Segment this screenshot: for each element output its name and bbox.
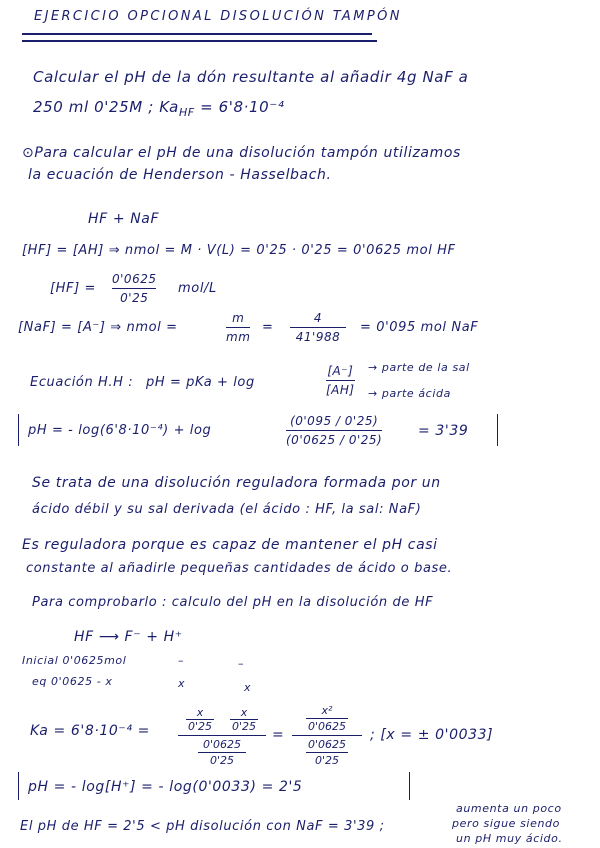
conclusion-note-3: un pH muy ácido. xyxy=(456,832,563,845)
naf-left: [NaF] = [A⁻] ⇒ nmol = xyxy=(18,320,178,335)
ka-r-bot-num: 0'0625 xyxy=(307,738,347,752)
fraction-bar xyxy=(292,735,362,736)
fraction-bar xyxy=(112,288,156,289)
result1-num: (0'095 / 0'25) xyxy=(290,414,379,428)
fraction-bar xyxy=(306,718,348,719)
hf-conc-left: [HF] = xyxy=(50,281,97,296)
ka-r-top: x² xyxy=(321,704,333,717)
ice-row2-h: x xyxy=(244,681,252,694)
reaction-text: HF + NaF xyxy=(88,211,160,227)
explanation-line-4: constante al añadirle pequeñas cantidades de ácido o base. xyxy=(26,561,453,576)
naf-m-num: m xyxy=(232,311,245,325)
ka-d1: 0'25 xyxy=(187,720,213,733)
ka-result: ; [x = ± 0'0033] xyxy=(370,727,494,743)
ka-x1: x xyxy=(196,706,204,719)
explanation-line-5: Para comprobarlo : calculo del pH en la disolución de HF xyxy=(32,595,434,610)
hf-moles-line: [HF] = [AH] ⇒ nmol = M · V(L) = 0'25 · 0'25 = 0'0625 mol HF xyxy=(22,243,456,258)
ice-row1-f: – xyxy=(178,654,185,667)
ice-row1-h: – xyxy=(238,657,245,670)
ph2-text: pH = - log[H⁺] = - log(0'0033) = 2'5 xyxy=(28,779,303,795)
naf-mass-fraction xyxy=(226,311,250,344)
naf-eq: = xyxy=(262,320,274,335)
fraction-bar xyxy=(290,327,346,328)
ka-calc-left: Ka = 6'8·10⁻⁴ = xyxy=(30,723,151,739)
ice-row2-label: eq 0'0625 - x xyxy=(32,675,113,688)
naf-value-fraction xyxy=(290,311,346,344)
ka-big-fraction xyxy=(178,706,266,767)
hh-note-salt: → parte de la sal xyxy=(368,361,470,374)
explanation-line-1: Se trata de una disolución reguladora formada por un xyxy=(32,475,441,491)
naf-result: = 0'095 mol NaF xyxy=(360,320,479,335)
ka-bottom-num: 0'0625 xyxy=(202,738,242,752)
explanation-line-2: ácido débil y su sal derivada (el ácido : HF, la sal: NaF) xyxy=(32,502,422,517)
intro-line-2: la ecuación de Henderson - Hasselbach. xyxy=(28,167,332,183)
fraction-bar xyxy=(306,752,348,753)
title-underline-2 xyxy=(22,40,377,42)
ka-subscript: HF xyxy=(178,106,195,119)
ka-top-product xyxy=(178,706,266,733)
hh-formula: pH = pKa + log xyxy=(146,375,255,390)
problem-line-2 xyxy=(33,100,284,118)
hf-conc-num: 0'0625 xyxy=(112,272,157,286)
explanation-line-3: Es reguladora porque es capaz de mantener el pH casi xyxy=(22,537,438,553)
conclusion-text: El pH de HF = 2'5 < pH disolución con NaF = 3'39 ; xyxy=(20,819,385,834)
fraction-bar xyxy=(226,327,250,328)
result1-den: (0'0625 / 0'25) xyxy=(286,433,383,448)
ka-r-bot-den: 0'25 xyxy=(314,754,340,768)
hf-conc-fraction xyxy=(112,272,156,305)
naf-den: 41'988 xyxy=(295,330,341,345)
conclusion-note-2: pero sigue siendo xyxy=(452,817,560,830)
naf-m-den: mm xyxy=(226,330,251,345)
hf-conc-den: 0'25 xyxy=(120,291,149,306)
problem-line-1: Calcular el pH de la dón resultante al añadir 4g NaF a xyxy=(33,68,469,86)
ka-frac-b xyxy=(230,706,258,733)
ka-frac-a xyxy=(186,706,214,733)
ka-right-fraction xyxy=(292,704,362,767)
hh-num: [A⁻] xyxy=(327,364,354,378)
ice-row1-label: Inicial 0'0625mol xyxy=(22,654,127,667)
conclusion-note-1: aumenta un poco xyxy=(456,802,562,815)
hh-label: Ecuación H.H : xyxy=(30,375,134,390)
hf-conc-unit: mol/L xyxy=(178,281,217,296)
ka-x2: x xyxy=(240,706,248,719)
ice-equation: HF ⟶ F⁻ + H⁺ xyxy=(74,629,183,645)
ka-d2: 0'25 xyxy=(231,720,257,733)
ka-calc-eq2: = xyxy=(272,727,285,743)
title-underline-1 xyxy=(22,33,372,35)
hh-fraction xyxy=(326,364,355,397)
result1-fraction xyxy=(286,414,382,447)
intro-line-1: ⊙Para calcular el pH de una disolución tampón utilizamos xyxy=(22,145,461,161)
ka-bottom-den: 0'25 xyxy=(209,754,235,768)
result1-left: pH = - log(6'8·10⁻⁴) + log xyxy=(28,423,212,438)
result1-value: = 3'39 xyxy=(418,423,469,439)
ice-row2-f: x xyxy=(178,677,186,690)
hh-den: [AH] xyxy=(326,383,355,398)
hh-note-acid: → parte ácida xyxy=(368,387,451,400)
fraction-bar xyxy=(326,380,355,381)
page-title: EJERCICIO OPCIONAL DISOLUCIÓN TAMPÓN xyxy=(34,9,402,24)
ka-r-top-den: 0'0625 xyxy=(307,720,347,733)
naf-num: 4 xyxy=(313,311,323,325)
fraction-bar xyxy=(178,735,266,736)
fraction-bar xyxy=(286,430,382,431)
fraction-bar xyxy=(198,752,246,753)
ka-value: = 6'8·10⁻⁴ xyxy=(194,98,285,116)
problem-line-2-text: 250 ml 0'25M ; Ka xyxy=(33,98,179,116)
